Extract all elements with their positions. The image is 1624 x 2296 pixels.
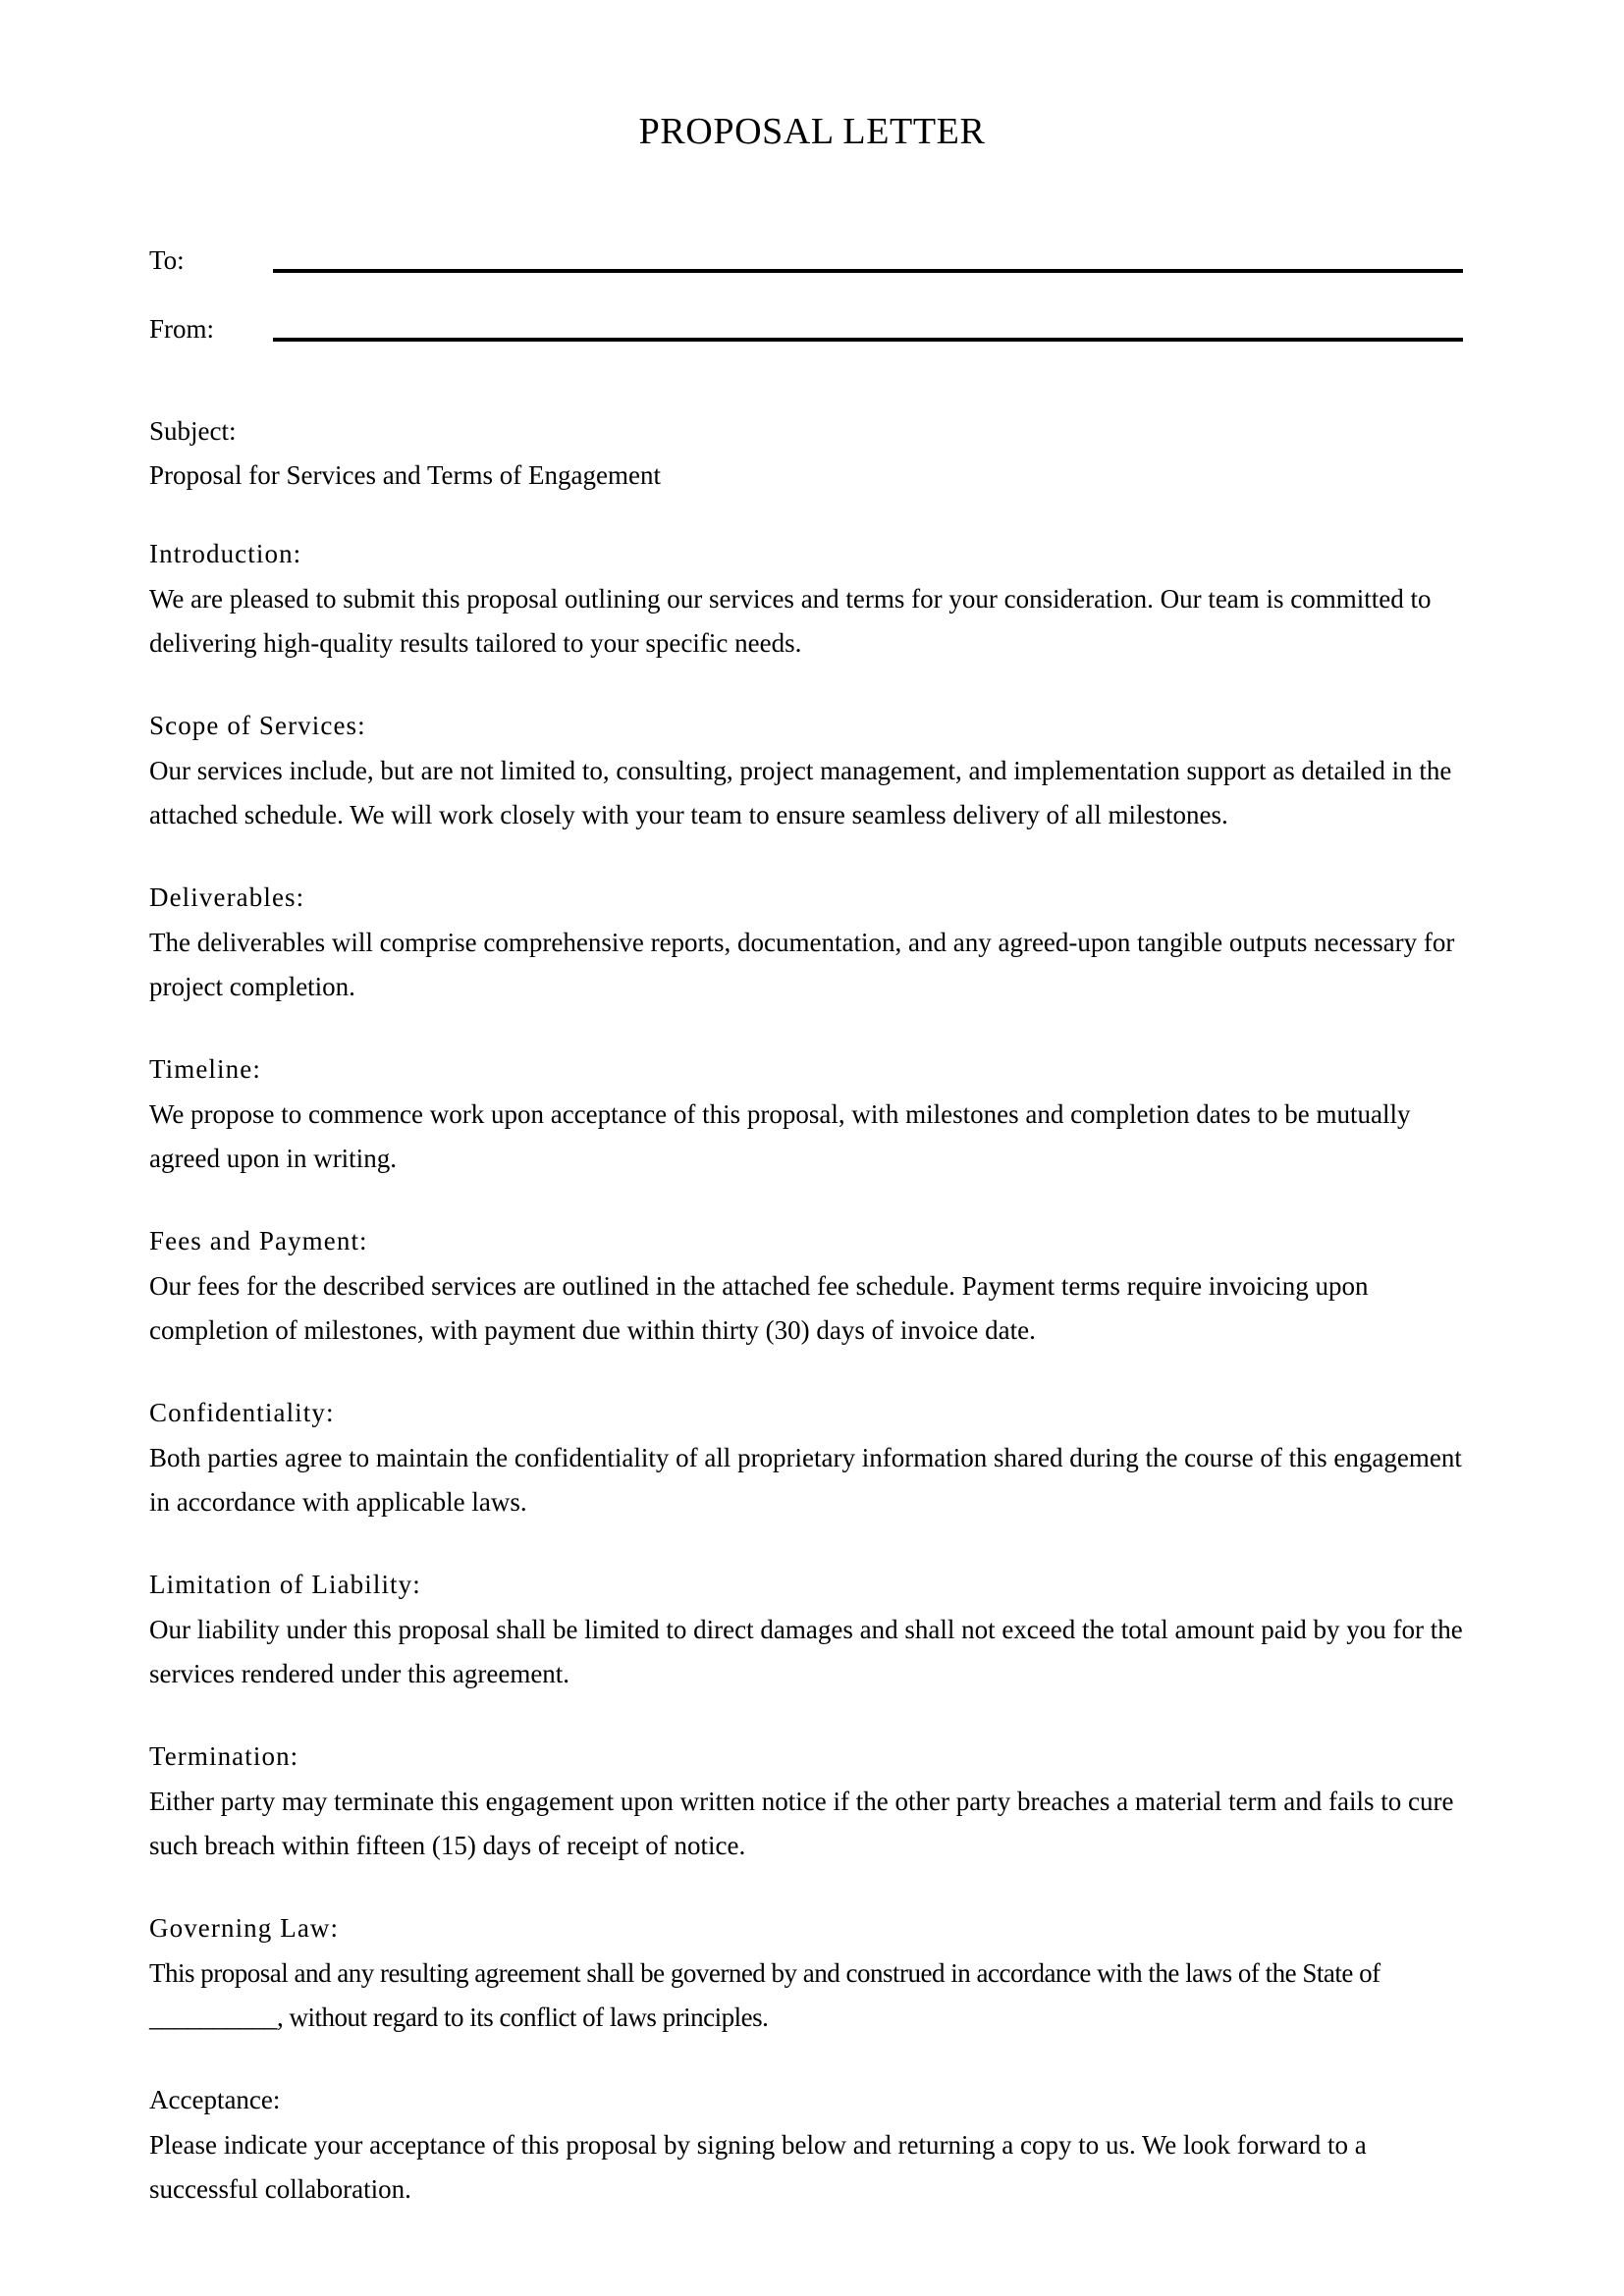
to-fill-in-rule[interactable] [273,269,1463,273]
section-heading: Acceptance: [149,2085,281,2114]
section-heading: Timeline: [149,1054,261,1084]
section-body: Please indicate your acceptance of this proposal by signing below and returning a copy to us. We look forward to a successful collaboration. [149,2130,1367,2204]
recipient-row [149,232,1463,277]
to-label: To: [149,245,185,275]
section-fees-and-payment [149,1222,1463,1353]
section-heading: Termination: [149,1741,299,1771]
section-body: Our fees for the described services are outlined in the attached fee schedule. Payment terms require invoicing upon completion of milestones, with payment due within thirty (30) days of invoice date. [149,1271,1369,1345]
section-governing-law [149,1909,1463,2040]
section-termination [149,1737,1463,1868]
section-body: We propose to commence work upon acceptance of this proposal, with milestones and completion dates to be mutually agreed upon in writing. [149,1099,1411,1173]
subject-block [149,412,1463,494]
document-body [149,232,1463,2212]
section-heading: Fees and Payment: [149,1226,368,1255]
from-label: From: [149,314,215,344]
section-heading: Governing Law: [149,1913,340,1943]
section-confidentiality [149,1394,1463,1524]
section-heading: Introduction: [149,539,302,568]
subject-heading: Subject: [149,416,237,446]
section-timeline [149,1050,1463,1181]
section-deliverables [149,879,1463,1009]
section-limitation-of-liability [149,1566,1463,1696]
sender-row [149,300,1463,346]
section-body: This proposal and any resulting agreement shall be governed by and construed in accordance with the laws of the State of __________, without regard to its conflict of laws principles. [149,1958,1380,2032]
section-acceptance [149,2081,1463,2212]
section-body: We are pleased to submit this proposal outlining our services and terms for your consideration. Our team is committed to delivering high-quality results tailored to your specific needs. [149,584,1432,658]
section-body: The deliverables will comprise comprehensive reports, documentation, and any agreed-upon tangible outputs necessary for project completion. [149,928,1455,1001]
section-heading: Limitation of Liability: [149,1570,421,1599]
page-title: PROPOSAL LETTER [638,111,986,152]
subject-line: Proposal for Services and Terms of Engagement [149,460,661,490]
section-scope-of-services [149,707,1463,837]
section-heading: Confidentiality: [149,1398,335,1427]
section-body: Our services include, but are not limited to, consulting, project management, and implementation support as detailed in the attached schedule. We will work closely with your team to ensure seamless delivery of all milestones. [149,756,1452,829]
section-body: Either party may terminate this engagement upon written notice if the other party breaches a material term and fails to cure such breach within fifteen (15) days of receipt of notice. [149,1787,1454,1860]
section-heading: Deliverables: [149,882,305,912]
section-body: Our liability under this proposal shall be limited to direct damages and shall not exceed the total amount paid by you for the services rendered under this agreement. [149,1615,1463,1688]
section-heading: Scope of Services: [149,711,366,740]
section-body: Both parties agree to maintain the confidentiality of all proprietary information shared during the course of this engagement in accordance with applicable laws. [149,1443,1462,1517]
from-fill-in-rule[interactable] [273,338,1463,342]
section-introduction [149,535,1463,666]
